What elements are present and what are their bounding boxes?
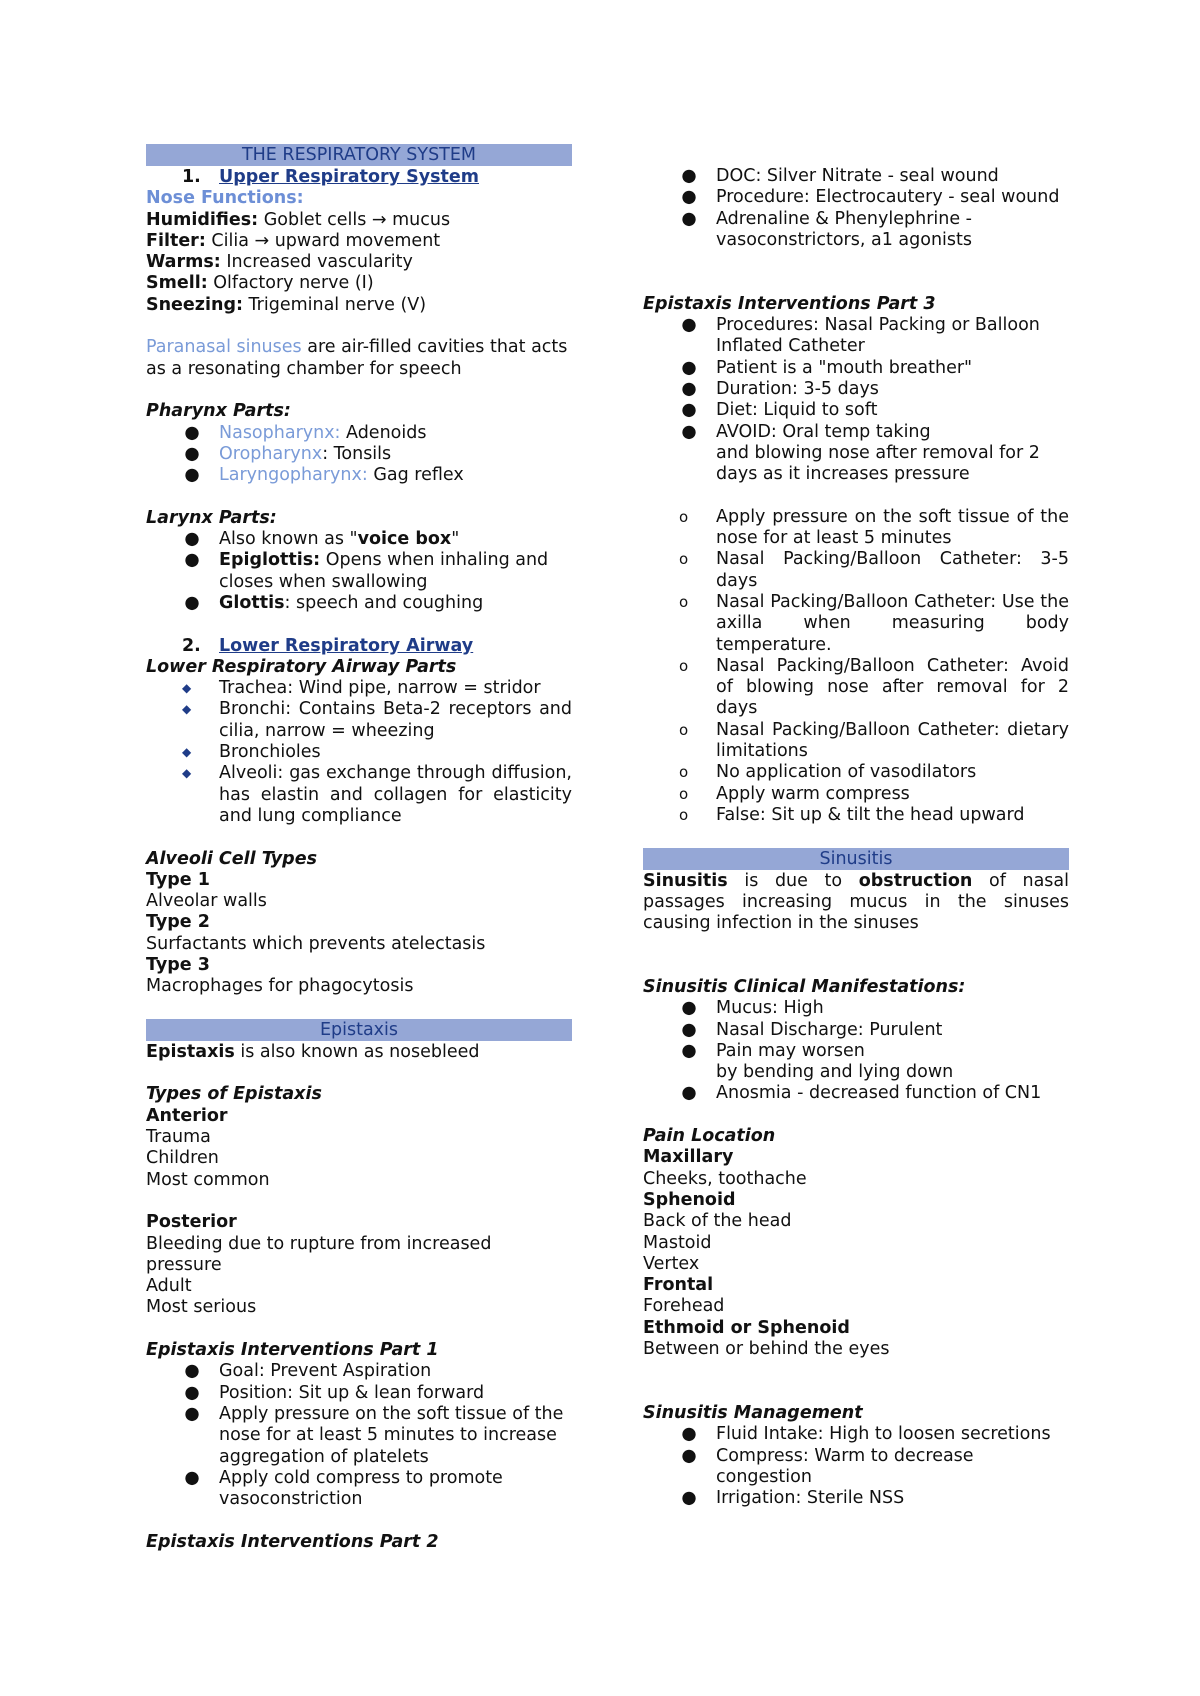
list-item: ◆ Bronchi: Contains Beta-2 receptors and cilia, narrow = wheezing	[182, 699, 572, 741]
upper-respiratory-link[interactable]: Upper Respiratory System	[219, 167, 479, 187]
nose-function-item: Smell: Olfactory nerve (I)	[146, 273, 374, 294]
manifestations-heading: Sinusitis Clinical Manifestations:	[643, 976, 966, 997]
list-item-continuation: by bending and lying down	[716, 1062, 954, 1083]
list-item: ● Position: Sit up & lean forward	[184, 1382, 485, 1403]
list-item: ● Laryngopharynx: Gag reflex	[184, 465, 464, 486]
cell-type-desc: Macrophages for phagocytosis	[146, 976, 414, 997]
alveoli-heading: Alveoli Cell Types	[146, 848, 317, 869]
pain-sinus-name: Maxillary	[643, 1147, 734, 1168]
pain-location-heading: Pain Location	[643, 1126, 776, 1147]
pain-line: Between or behind the eyes	[643, 1339, 890, 1360]
pain-line: Cheeks, toothache	[643, 1168, 807, 1189]
list-item: ◆ Bronchioles	[182, 742, 321, 763]
list-item: ● Mucus: High	[681, 998, 824, 1019]
posterior-heading: Posterior	[146, 1212, 237, 1233]
list-item: ◆ Alveoli: gas exchange through diffusion, has elastin and collagen for elasticity and lung compliance	[182, 763, 572, 826]
pain-line: Mastoid	[643, 1232, 712, 1253]
upper-section-heading	[146, 167, 572, 188]
anterior-heading: Anterior	[146, 1105, 228, 1126]
list-item: ● Adrenaline & Phenylephrine - vasoconstrictors, a1 agonists	[681, 208, 972, 250]
lower-parts-heading: Lower Respiratory Airway Parts	[146, 656, 457, 677]
interventions-part2-list	[643, 166, 1069, 251]
section-number: 2.	[182, 635, 201, 656]
left-column	[146, 144, 572, 1553]
interventions-part3-list	[643, 315, 1069, 485]
list-item: ● Procedures: Nasal Packing or Balloon Inflated Catheter	[681, 315, 1040, 357]
pain-sinus-name: Ethmoid or Sphenoid	[643, 1317, 850, 1338]
list-item: ● Compress: Warm to decrease congestion	[681, 1445, 974, 1487]
interventions-part3-sublist	[643, 507, 1069, 826]
list-item: o Nasal Packing/Balloon Catheter: Use the axilla when measuring body temperature.	[679, 591, 1069, 655]
posterior-line: Adult	[146, 1276, 192, 1297]
cell-type-name: Type 2	[146, 912, 210, 933]
list-item: ● Oropharynx: Tonsils	[184, 443, 392, 464]
pain-sinus-name: Sphenoid	[643, 1189, 736, 1210]
epistaxis-types-heading: Types of Epistaxis	[146, 1084, 322, 1105]
interventions-part2-heading: Epistaxis Interventions Part 2	[146, 1531, 439, 1552]
nose-function-item: Filter: Cilia → upward movement	[146, 230, 441, 251]
list-item: o Apply warm compress	[679, 783, 910, 804]
list-item: o Apply pressure on the soft tissue of the nose for at least 5 minutes	[679, 506, 1069, 549]
interventions-part1-heading: Epistaxis Interventions Part 1	[146, 1340, 439, 1361]
cell-type-desc: Surfactants which prevents atelectasis	[146, 933, 486, 954]
list-item: ● AVOID: Oral temp taking	[681, 421, 931, 442]
posterior-line: Bleeding due to rupture from increased pressure	[146, 1233, 492, 1275]
pain-sinus-name: Frontal	[643, 1275, 714, 1296]
list-item: o Nasal Packing/Balloon Catheter: dietary limitations	[679, 719, 1069, 762]
interventions-part1-list	[146, 1361, 572, 1510]
list-item: ● Irrigation: Sterile NSS	[681, 1488, 905, 1509]
manifestations-list	[643, 998, 1069, 1104]
list-item: ● Nasal Discharge: Purulent	[681, 1019, 943, 1040]
pharynx-heading: Pharynx Parts:	[146, 401, 291, 422]
list-item: ● Glottis: speech and coughing	[184, 592, 484, 613]
anterior-line: Children	[146, 1148, 219, 1169]
sinusitis-definition: Sinusitis is due to obstruction of nasal passages increasing mucus in the sinuses causing infection in the sinuses	[643, 870, 1070, 934]
list-item: ● Apply pressure on the soft tissue of the nose for at least 5 minutes to increase aggregation of platelets	[184, 1403, 564, 1467]
list-item: ● Apply cold compress to promote vasoconstriction	[184, 1467, 503, 1510]
nose-functions-heading: Nose Functions:	[146, 188, 304, 209]
list-item: ● Pain may worsen	[681, 1040, 865, 1061]
posterior-line: Most serious	[146, 1297, 257, 1318]
right-column	[643, 166, 1069, 1509]
nose-function-item: Sneezing: Trigeminal nerve (V)	[146, 294, 427, 315]
sinusitis-banner: Sinusitis	[643, 848, 1069, 870]
pain-line: Back of the head	[643, 1211, 792, 1232]
page-title: THE RESPIRATORY SYSTEM	[146, 144, 572, 166]
epistaxis-definition: Epistaxis is also known as nosebleed	[146, 1041, 480, 1062]
larynx-list	[146, 529, 572, 614]
list-item: ● Procedure: Electrocautery - seal wound	[681, 187, 1060, 208]
list-item: ● Also known as "voice box"	[184, 529, 460, 550]
list-item: ● Diet: Liquid to soft	[681, 400, 878, 421]
pain-line: Forehead	[643, 1296, 725, 1317]
nose-function-item: Humidifies: Goblet cells → mucus	[146, 209, 451, 230]
list-item: ● DOC: Silver Nitrate - seal wound	[681, 166, 999, 186]
pain-line: Vertex	[643, 1253, 700, 1274]
list-item: ● Nasopharynx: Adenoids	[184, 422, 427, 443]
lower-section-heading	[146, 636, 572, 657]
list-item: ● Anosmia - decreased function of CN1	[681, 1083, 1042, 1104]
cell-type-name: Type 3	[146, 954, 210, 975]
paranasal-paragraph: Paranasal sinuses are air-filled cavities that acts as a resonating chamber for speech	[146, 337, 568, 379]
section-number: 1.	[182, 167, 201, 187]
list-item: o Nasal Packing/Balloon Catheter: Avoid of blowing nose after removal for 2 days	[679, 655, 1069, 719]
interventions-part3-heading: Epistaxis Interventions Part 3	[643, 293, 936, 314]
pharynx-list	[146, 423, 572, 487]
list-item-continuation: and blowing nose after removal for 2 days as it increases pressure	[716, 442, 1040, 485]
lower-parts-list	[146, 678, 572, 827]
list-item: ● Duration: 3-5 days	[681, 378, 879, 399]
list-item: ● Patient is a "mouth breather"	[681, 357, 973, 378]
management-list	[643, 1424, 1069, 1509]
larynx-heading: Larynx Parts:	[146, 507, 277, 528]
epistaxis-banner: Epistaxis	[146, 1019, 572, 1041]
list-item: ◆ Trachea: Wind pipe, narrow = stridor	[182, 678, 541, 699]
nose-function-item: Warms: Increased vascularity	[146, 252, 413, 273]
list-item: o False: Sit up & tilt the head upward	[679, 804, 1025, 825]
cell-type-desc: Alveolar walls	[146, 891, 267, 912]
list-item: o No application of vasodilators	[679, 762, 977, 783]
anterior-line: Most common	[146, 1169, 270, 1190]
lower-respiratory-link[interactable]: Lower Respiratory Airway	[219, 635, 474, 656]
list-item: ● Fluid Intake: High to loosen secretions	[681, 1424, 1051, 1445]
list-item: ● Epiglottis: Opens when inhaling and closes when swallowing	[184, 550, 549, 592]
list-item: o Nasal Packing/Balloon Catheter: 3-5 days	[679, 549, 1069, 591]
cell-type-name: Type 1	[146, 869, 210, 890]
list-item: ● Goal: Prevent Aspiration	[184, 1361, 432, 1382]
management-heading: Sinusitis Management	[643, 1402, 863, 1423]
anterior-line: Trauma	[146, 1127, 211, 1148]
